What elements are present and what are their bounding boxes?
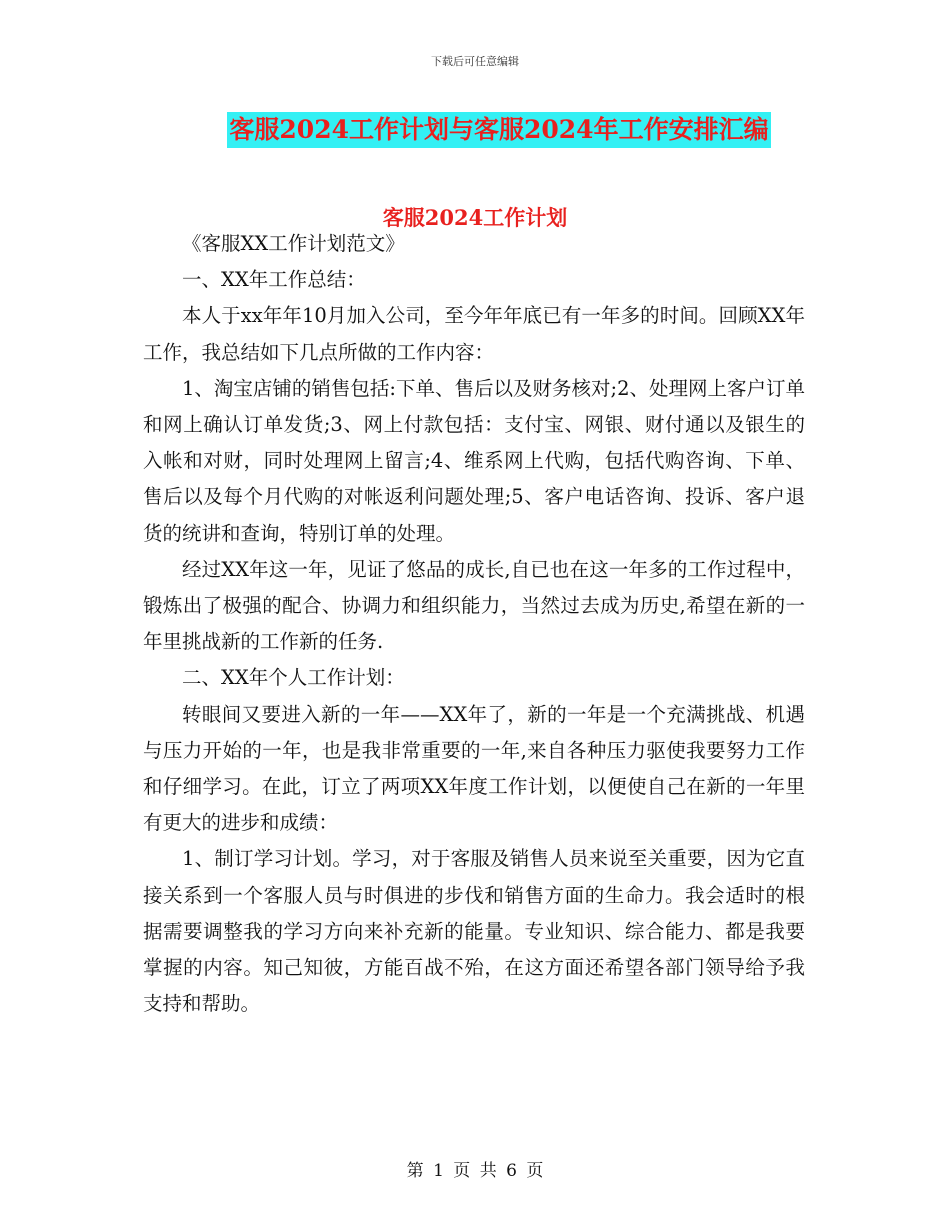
paragraph: 1、制订学习计划。学习，对于客服及销售人员来说至关重要，因为它直接关系到一个客服人员与时俱进的步伐和销售方面的生命力。我会适时的根据需要调整我的学习方向来补充新的能量。专业知识、综合能力、都是我要掌握的内容。知己知彼，方能百战不殆，在这方面还希望各部门领导给予我支持和帮助。 [143,847,805,1016]
paragraph: 本人于xx年年10月加入公司，至今年年底已有一年多的时间。回顾XX年工作，我总结如下几点所做的工作内容： [143,304,805,364]
paragraph-source-title: 《客服XX工作计划范文》 [182,232,405,255]
main-title-wrap [0,112,950,148]
header-note: 下载后可任意编辑 [431,55,519,68]
page-footer: 第 1 页 共 6 页 [406,1161,544,1181]
paragraph: 经过XX年这一年，见证了悠品的成长,自已也在这一年多的工作过程中，锻炼出了极强的配合、协调力和组织能力，当然过去成为历史,希望在新的一年里挑战新的工作新的任务. [143,557,805,654]
document-title: 客服2024工作计划与客服2024年工作安排汇编 [227,112,770,148]
paragraph-heading-summary: 一、XX年工作总结： [182,268,366,292]
section-title: 客服2024工作计划 [382,205,568,230]
document-body [143,226,805,1022]
paragraph: 转眼间又要进入新的一年——XX年了，新的一年是一个充满挑战、机遇与压力开始的一年，也是我非常重要的一年,来自各种压力驱使我要努力工作和仔细学习。在此，订立了两项XX年度工作计划，以便使自己在新的一年里有更大的进步和成绩： [143,702,805,835]
paragraph-heading-plan: 二、XX年个人工作计划： [182,666,405,690]
paragraph: 1、淘宝店铺的销售包括:下单、售后以及财务核对;2、处理网上客户订单和网上确认订单发货;3、网上付款包括：支付宝、网银、财付通以及银生的入帐和对财，同时处理网上留言;4、维系网上代购，包括代购咨询、下单、售后以及每个月代购的对帐返利问题处理;5、客户电话咨询、投诉、客户退货的统讲和查询，特别订单的处理。 [143,376,805,545]
